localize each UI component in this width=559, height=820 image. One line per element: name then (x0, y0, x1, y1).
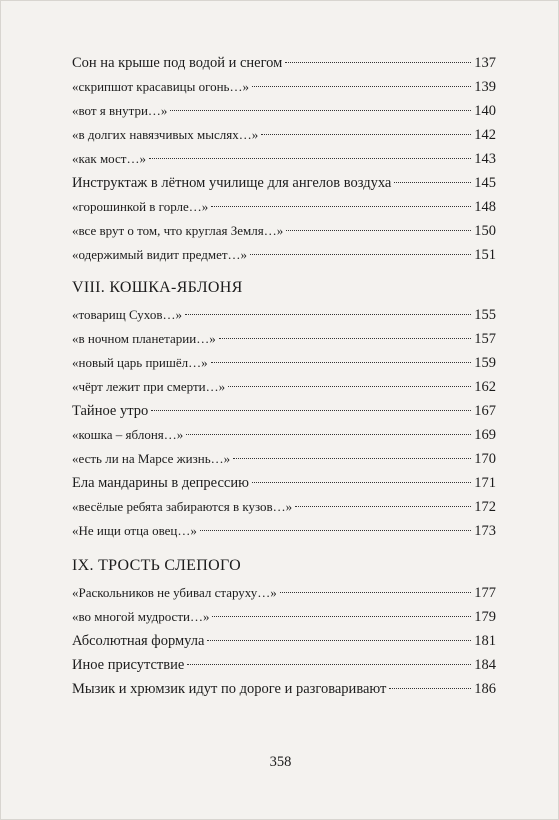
toc-entry-page: 142 (474, 127, 496, 143)
toc-entry-title: «есть ли на Марсе жизнь…» (72, 451, 231, 466)
toc-entry-page: 148 (474, 199, 496, 215)
toc-entry-title: «Раскольников не убивал старуху…» (72, 585, 277, 600)
toc-entry-page: 172 (474, 499, 496, 515)
toc-entry-title: «вот я внутри…» (72, 103, 168, 118)
dot-leader (170, 110, 471, 111)
toc-entry-title: «весёлые ребята забираются в кузов…» (72, 499, 293, 514)
dot-leader (228, 386, 471, 387)
toc-entry (72, 399, 496, 423)
toc-entry-title: Сон на крыше под водой и снегом (72, 55, 283, 71)
toc-entry (72, 243, 496, 267)
toc-entry (72, 303, 496, 327)
toc-entry-title: «новый царь пришёл…» (72, 355, 208, 370)
toc-entry-page: 143 (474, 151, 496, 167)
toc-block-section-ix (72, 581, 496, 701)
toc-entry-page: 140 (474, 103, 496, 119)
toc-entry-title: «кошка – яблоня…» (72, 427, 184, 442)
toc-entry-page: 150 (474, 223, 496, 239)
toc-entry (72, 495, 496, 519)
toc-entry-page: 177 (474, 585, 496, 601)
toc-entry (72, 195, 496, 219)
toc-entry (72, 147, 496, 171)
toc-entry (72, 219, 496, 243)
toc-entry-page: 157 (474, 331, 496, 347)
toc-entry-page: 171 (474, 475, 496, 491)
toc-entry (72, 629, 496, 653)
toc-entry-page: 169 (474, 427, 496, 443)
toc-entry-title: «в долгих навязчивых мыслях…» (72, 127, 259, 142)
toc-entry (72, 447, 496, 471)
dot-leader (186, 434, 471, 435)
table-of-contents (72, 51, 496, 701)
toc-entry (72, 423, 496, 447)
toc-entry-page: 186 (474, 681, 496, 697)
dot-leader (211, 362, 472, 363)
toc-entry-title: «товарищ Сухов…» (72, 307, 182, 322)
toc-entry-page: 167 (474, 403, 496, 419)
toc-entry (72, 677, 496, 701)
toc-entry-page: 137 (474, 55, 496, 71)
toc-entry-title: Иное присутствие (72, 657, 185, 673)
toc-entry-title: «горошинкой в горле…» (72, 199, 209, 214)
dot-leader (211, 206, 471, 207)
toc-entry-title: «одержимый видит предмет…» (72, 247, 248, 262)
dot-leader (252, 86, 471, 87)
toc-entry-page: 181 (474, 633, 496, 649)
dot-leader (286, 230, 471, 231)
toc-entry-title: Ела мандарины в депрессию (72, 475, 249, 491)
toc-entry-title: «Не ищи отца овец…» (72, 523, 197, 538)
toc-entry-title: Мызик и хрюмзик идут по дороге и разговаривают (72, 681, 387, 697)
toc-entry-page: 155 (474, 307, 496, 323)
dot-leader (212, 616, 471, 617)
dot-leader (185, 314, 471, 315)
toc-entry (72, 581, 496, 605)
toc-entry (72, 375, 496, 399)
dot-leader (261, 134, 471, 135)
dot-leader (233, 458, 471, 459)
dot-leader (394, 182, 471, 183)
toc-block-continued (72, 51, 496, 267)
toc-entry (72, 605, 496, 629)
toc-entry (72, 99, 496, 123)
toc-entry-page: 170 (474, 451, 496, 467)
toc-entry-page: 159 (474, 355, 496, 371)
toc-entry (72, 351, 496, 375)
dot-leader (187, 664, 471, 665)
toc-entry (72, 519, 496, 543)
dot-leader (295, 506, 471, 507)
toc-entry-page: 173 (474, 523, 496, 539)
toc-entry-title: «все врут о том, что круглая Земля…» (72, 223, 284, 238)
toc-entry-title: Инструктаж в лётном училище для ангелов воздуха (72, 175, 392, 191)
dot-leader (219, 338, 472, 339)
dot-leader (285, 62, 471, 63)
toc-entry-title: «чёрт лежит при смерти…» (72, 379, 226, 394)
toc-entry (72, 471, 496, 495)
section-heading-viii: VIII. КОШКА-ЯБЛОНЯ (72, 279, 243, 296)
toc-entry-title: «во многой мудрости…» (72, 609, 210, 624)
toc-entry-title: Тайное утро (72, 403, 149, 419)
toc-entry-page: 184 (474, 657, 496, 673)
toc-entry-title: «скрипшот красавицы огонь…» (72, 79, 249, 94)
dot-leader (389, 688, 471, 689)
toc-entry (72, 75, 496, 99)
dot-leader (250, 254, 471, 255)
toc-entry (72, 171, 496, 195)
toc-entry-page: 145 (474, 175, 496, 191)
toc-entry-title: «как мост…» (72, 151, 146, 166)
section-heading-ix: IX. ТРОСТЬ СЛЕПОГО (72, 557, 241, 574)
toc-entry (72, 123, 496, 147)
toc-entry (72, 653, 496, 677)
dot-leader (200, 530, 471, 531)
toc-entry-title: «в ночном планетарии…» (72, 331, 216, 346)
toc-entry (72, 51, 496, 75)
dot-leader (280, 592, 471, 593)
toc-entry-page: 151 (474, 247, 496, 263)
dot-leader (151, 410, 471, 411)
dot-leader (207, 640, 471, 641)
toc-entry (72, 327, 496, 351)
toc-entry-page: 162 (474, 379, 496, 395)
toc-entry-page: 139 (474, 79, 496, 95)
dot-leader (149, 158, 471, 159)
page-number: 358 (269, 754, 292, 770)
toc-entry-title: Абсолютная формула (72, 633, 205, 649)
dot-leader (252, 482, 471, 483)
toc-entry-page: 179 (474, 609, 496, 625)
toc-block-section-viii (72, 303, 496, 543)
